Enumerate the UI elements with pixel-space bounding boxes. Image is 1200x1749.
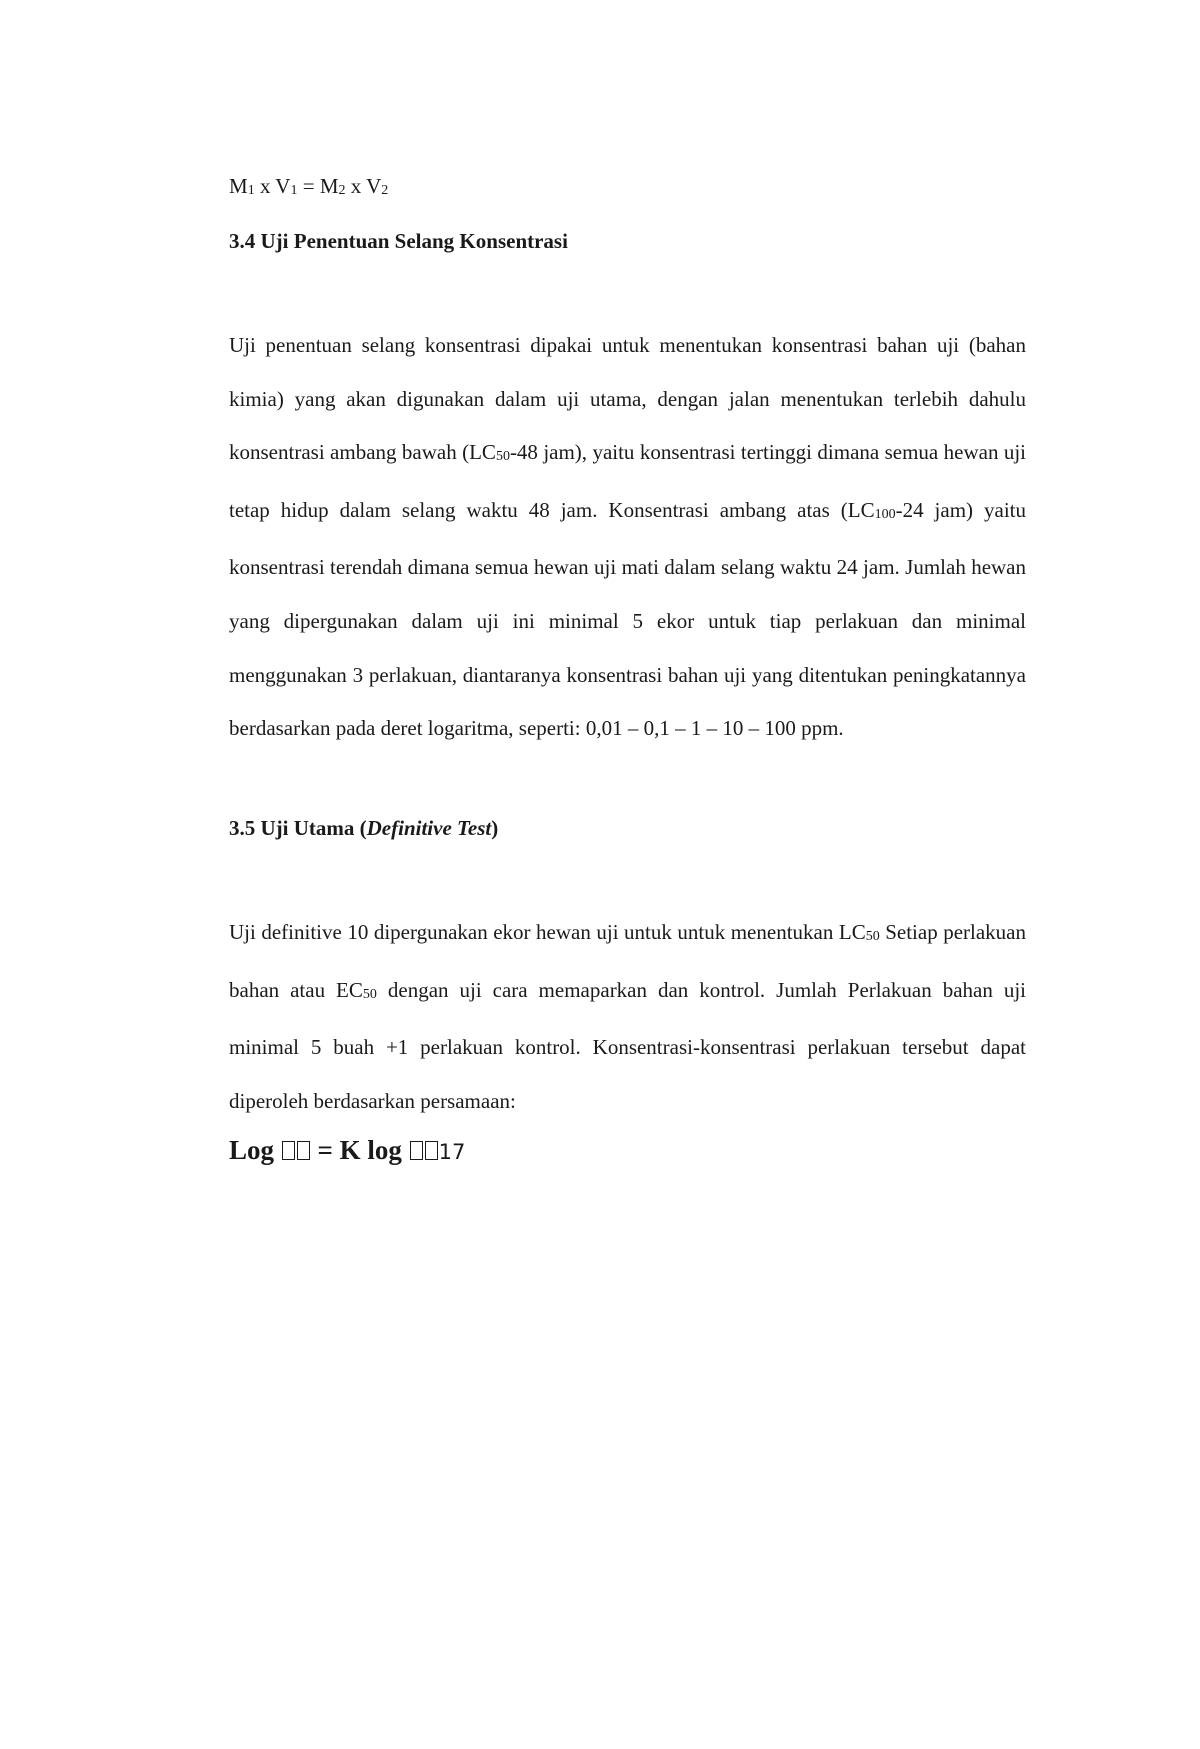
paragraph-text: -24 jam) yaitu konsentrasi terendah dimana semua hewan uji mati dalam selang waktu 24 jam. Jumlah hewan yang dipergunakan dalam uji ini minimal 5 ekor untuk tiap perlakuan dan minimal menggunakan 3 perlakuan, diantaranya konsentrasi bahan uji yang ditentukan peningkatannya berdasarkan pada deret logaritma, seperti: 0,01 – 0,1 – 1 – 10 – 100 ppm. [229, 497, 1026, 741]
formula-subscript: 1 [290, 183, 298, 198]
missing-glyph-box [282, 1141, 295, 1160]
paragraph-text: -48 jam), yaitu konsentrasi tertinggi dimana semua hewan uji tetap hidup dalam selang waktu 48 jam. Konsentrasi ambang atas (LC [229, 440, 1027, 522]
heading-text: ) [491, 816, 499, 840]
formula-text: x V [254, 174, 291, 198]
missing-glyph-box [297, 1141, 310, 1160]
subscript: 50 [362, 986, 377, 1002]
heading-italic-text: Definitive Test [366, 816, 492, 840]
subscript: 50 [495, 449, 510, 465]
missing-glyph-box [410, 1141, 423, 1160]
equation-text: = K log [310, 1135, 409, 1165]
paragraph-text: dengan uji cara memaparkan dan kontrol. Jumlah Perlakuan bahan uji minimal 5 buah +1 perlakuan kontrol. Konsentrasi-konsentrasi perlakuan tersebut dapat diperoleh berdasarkan persamaan: [229, 977, 1027, 1113]
formula-subscript: 1 [247, 183, 255, 198]
paragraph-text: Setiap perlakuan bahan atau EC [229, 920, 1026, 1002]
footnote-number: 17 [438, 1140, 466, 1164]
paragraph-text: Uji penentuan selang konsentrasi dipakai untuk menentukan konsentrasi bahan uji (bahan kimia) yang akan digunakan dalam uji utama, dengan jalan menentukan terlebih dahulu konsentrasi ambang bawah (LC [229, 333, 1026, 465]
log-equation [229, 1132, 465, 1170]
formula-text: x V [345, 174, 382, 198]
formula-subscript: 2 [381, 183, 389, 198]
subscript: 100 [874, 506, 896, 522]
subscript: 50 [865, 929, 880, 944]
missing-glyph-box [425, 1141, 438, 1160]
equation-text: Log [229, 1135, 281, 1165]
formula-text: M [229, 174, 248, 198]
section-3-5-heading [229, 812, 498, 844]
dilution-formula [229, 170, 388, 207]
heading-text: 3.5 Uji Utama ( [229, 816, 367, 840]
formula-text: = M [297, 174, 339, 198]
section-3-4-paragraph [229, 319, 1026, 756]
section-3-5-paragraph [229, 906, 1026, 1128]
section-3-4-heading: 3.4 Uji Penentuan Selang Konsentrasi [229, 229, 568, 253]
paragraph-text: Uji definitive 10 dipergunakan ekor hewan uji untuk untuk menentukan LC [229, 920, 866, 944]
formula-subscript: 2 [338, 183, 346, 198]
